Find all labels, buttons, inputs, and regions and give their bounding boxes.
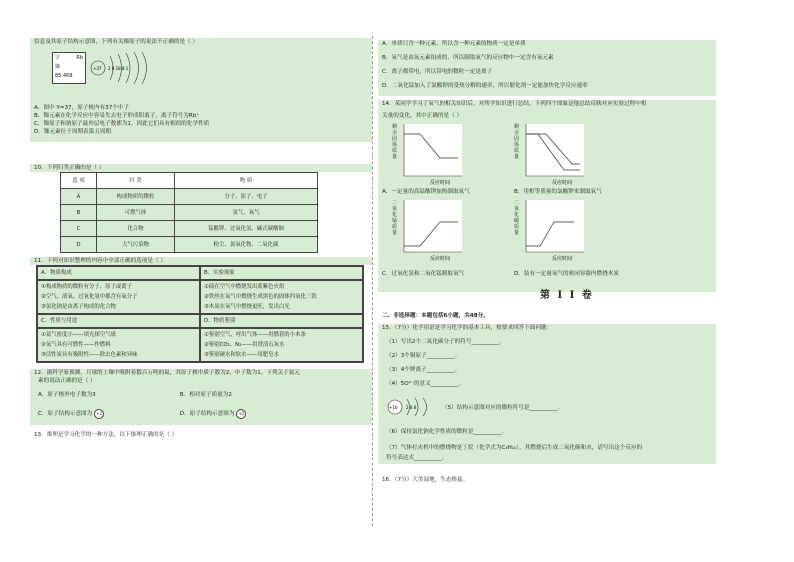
q11-grid <box>36 265 364 363</box>
atom-diagram-icon: +2 <box>236 409 246 419</box>
q15-block <box>378 324 716 464</box>
table-cell: 锰酸钾、过氧化氢、碱式碳酸铜 <box>175 221 318 237</box>
cell-title: B．实验现象 <box>204 270 235 276</box>
table-row[interactable] <box>61 189 318 205</box>
q15-item-7[interactable]: （7）气体打火机中的燃烧物是丁烷（化学式为C₄H₁₀），其燃烧后生成二氧化碳和水，请写出这个反应的 <box>386 445 643 451</box>
q12-option-d[interactable] <box>180 411 249 417</box>
q11-cell-a-body <box>37 280 200 314</box>
q9-option-c[interactable]: C．铷原子和钠原子最外层电子数都为1，因此它们具有相似的化学性质 <box>34 121 210 127</box>
table-header-row <box>61 173 318 189</box>
left-column <box>30 38 372 439</box>
q11-cell-d-body <box>200 328 363 362</box>
q12-block <box>30 369 372 425</box>
table-cell: 粉尘、氮氧化物、二氧化碳 <box>175 237 318 253</box>
part2-description: 二、非选择题：本题包括6小题，共48分。 <box>382 313 489 319</box>
part2-title: 第 I I 卷 <box>540 290 594 301</box>
q13-option-b[interactable]: B．氧气是由氧元素组成的，所以制取氧气的反应物中一定含有氧元素 <box>382 55 554 61</box>
table-row[interactable] <box>61 237 318 253</box>
q9-option-a[interactable]: A．图中 Y=37，原子核内有37个中子 <box>34 105 130 111</box>
q14-chart-d <box>514 200 594 264</box>
q15-item-3[interactable]: （3）4个钾离子__________。 <box>386 367 461 373</box>
table-cell: 化合物 <box>97 221 175 237</box>
rb-symbol: Rb <box>76 55 83 61</box>
rb-number: 字 <box>55 55 61 61</box>
rb-name: 铷 <box>55 64 61 70</box>
table-cell: 可燃气体 <box>97 205 175 221</box>
q15-item-2[interactable]: （2）3个铜原子__________。 <box>386 353 461 359</box>
table-header: 物 质 <box>175 173 318 189</box>
cell-line: ②鉴别CO₂、N₂——用澄清石灰水 <box>204 342 285 348</box>
table-row[interactable] <box>61 221 318 237</box>
cell-title: C．性质与用途 <box>41 318 78 324</box>
cell-line: ①氦气密度小——填充探空气球 <box>41 332 116 338</box>
q11-cell-b[interactable] <box>200 266 363 280</box>
q10-block <box>30 164 372 172</box>
atom-diagram-icon: +2 <box>94 409 104 419</box>
q13-options-block <box>378 40 716 96</box>
q12-option-c[interactable] <box>38 407 178 421</box>
right-column <box>378 38 716 484</box>
table-cell: B <box>61 205 97 221</box>
q15-item-4[interactable]: （4）5O²⁻的意义__________。 <box>386 381 465 387</box>
table-row[interactable] <box>61 205 318 221</box>
cell-line: ③活性炭具有吸附性——除去色素和异味 <box>41 352 138 358</box>
q11-cell-a[interactable] <box>37 266 200 280</box>
q9-intro: 信息及其原子结构示意图，下列有关铷原子的说法不正确的是（ ） <box>34 39 198 45</box>
rb-element-box <box>52 52 86 84</box>
cell-line: ②氧气具有可燃性——作燃料 <box>41 342 111 348</box>
q14-question-cont: 关量的变化，其中正确的是（ ） <box>382 113 463 119</box>
q11-cell-c[interactable] <box>37 314 200 328</box>
table-cell: 大气污染物 <box>97 237 175 253</box>
q9-options <box>30 104 209 136</box>
table-cell: C <box>61 221 97 237</box>
q12-option-a[interactable]: A．原子核外电子数为3 <box>38 392 96 398</box>
cell-line: ③木炭在氧气中燃烧更旺，发出白光 <box>204 304 290 310</box>
rb-atom-structure-icon <box>90 50 152 86</box>
column-divider <box>372 36 373 526</box>
q12-row-ab <box>30 391 372 399</box>
q15-item-1[interactable]: （1）写出2个二氧化碳分子的符号__________。 <box>386 339 505 345</box>
cell-title: D．物质鉴别 <box>204 318 236 324</box>
svg-text:+37: +37 <box>93 66 102 71</box>
q11-question: 11．下列对知识整理的内容中全部正确的选项是（ ） <box>34 258 166 264</box>
table-header: 选 项 <box>61 173 97 189</box>
q12-row-cd <box>30 407 372 421</box>
q11-block <box>30 257 372 265</box>
q15-item-5[interactable]: （5）结构示意图对应的微粒符号是__________。 <box>442 405 564 411</box>
q13-option-d[interactable]: D．二氧化锰加入了氯酸钾的受热分解的速率，所以催化剂一定能加快化学反应速率 <box>382 83 588 89</box>
q10-question: 10．下列归类正确的是（ ） <box>34 165 105 171</box>
cell-title: A．物质构成 <box>41 270 72 276</box>
y-axis-label: 剩余固体质量 <box>392 124 398 160</box>
q14-chart-c <box>392 200 472 264</box>
q11-cell-b-body <box>200 280 363 314</box>
q14-chart-a <box>392 124 472 188</box>
q13-option-c[interactable]: C．离子都带电，所以带电的微粒一定是离子 <box>382 69 493 75</box>
x-axis-label: 反应时间 <box>430 256 451 262</box>
q12-question: 12．据科学家预测，月球的土壤中吸附着数百万吨的氦，其原子核中质子数为2、中子数为1。下列关于氦元 <box>34 370 300 376</box>
q14-option-b[interactable]: B．用相等质量的氯酸钾来制取氧气 <box>514 189 602 195</box>
table-cell: A <box>61 189 97 205</box>
sulfur-ion-structure-icon <box>386 396 436 418</box>
q11-cell-c-body <box>37 328 200 362</box>
q15-question: 15．（7分）化学用语是学习化学的基本工具，按要求回答下面问题： <box>382 325 553 331</box>
table-cell: 构成物质的微粒 <box>97 189 175 205</box>
rb-mass: 85.468 <box>55 73 73 79</box>
svg-text:2 8 8: 2 8 8 <box>406 405 417 410</box>
q11-cell-d[interactable] <box>200 314 363 328</box>
q14-option-a[interactable]: A．一定量的高锰酸钾加热制取氧气 <box>382 189 470 195</box>
y-axis-label: 剩余固体质量 <box>514 124 520 160</box>
cell-line: ①构成物质的微粒有分子、原子或离子 <box>41 284 133 290</box>
y-axis-label: 二氧化碳质量 <box>514 200 520 236</box>
q15-item-7-cont: 符号表达式__________。 <box>386 455 448 461</box>
q13-option-a[interactable]: A．单质只含一种元素，所以含一种元素的物质一定是单质 <box>382 41 526 47</box>
q12-question-cont: 素的说法正确的是（ ） <box>38 378 96 384</box>
q10-table <box>60 172 318 253</box>
x-axis-label: 反应时间 <box>430 180 451 186</box>
cell-line: ①硫在空气中燃烧发出蓝紫色火焰 <box>204 284 285 290</box>
q9-option-d[interactable]: D．铷元素位于周期表第五周期 <box>34 129 112 135</box>
table-cell: 氢气、氧气 <box>175 205 318 221</box>
cell-line: ②空气、液氧、过氧化氢中都含有氧分子 <box>41 294 138 300</box>
q9-block <box>30 38 372 142</box>
cell-line: ③氯化钠是由离子构成的化合物 <box>41 304 116 310</box>
q14-question: 14．某同学学习了氧气的相关知识后，对所学知识进行总结，下列四个图象是他总结反映对应实验过程中相 <box>382 101 647 107</box>
q14-block <box>378 100 716 292</box>
cell-line: ③鉴别硬水和软水——用肥皂水 <box>204 352 279 358</box>
q16-question: 16．（7分）大美湿地，生态格兹。 <box>382 477 469 483</box>
table-cell: 分子、原子、电子 <box>175 189 318 205</box>
q13-question: 13．推理是学习化学的一种方法，以下推理正确的是（ ） <box>34 432 178 438</box>
q14-option-d[interactable]: D．装有一定量氧气的密闭容器内燃烧木炭 <box>514 271 619 277</box>
q9-option-b[interactable]: B．铷元素在化学反应中容易失去电子形成阳离子，离子符号为Rb⁺ <box>34 113 200 119</box>
q12-option-c-label: C．原子结构示意图为 <box>38 411 93 417</box>
svg-text:+16: +16 <box>389 405 398 410</box>
cell-line: ①鉴别空气、呼出气体——用燃着的小木条 <box>204 332 306 338</box>
q12-option-b[interactable]: B．相对原子质量为2 <box>179 392 232 398</box>
q14-chart-b <box>514 124 594 188</box>
table-cell: D <box>61 237 97 253</box>
y-axis-label: 二氧化锰质量 <box>392 200 398 236</box>
table-header: 归 类 <box>97 173 175 189</box>
q14-option-c[interactable]: C．过氧化氢和二氧化锰制取氧气 <box>382 271 465 277</box>
x-axis-label: 反应时间 <box>552 180 573 186</box>
svg-text:2 8 18 8 1: 2 8 18 8 1 <box>108 66 129 71</box>
q12-option-d-label: D．原子结构示意图为 <box>179 411 235 417</box>
cell-line: ②铁丝在氧气中燃烧生成黑色的固体四氧化三铁 <box>204 294 317 300</box>
x-axis-label: 反应时间 <box>552 256 573 262</box>
q15-item-6[interactable]: （6）保持氯化钠化学性质的微粒是__________。 <box>386 429 508 435</box>
